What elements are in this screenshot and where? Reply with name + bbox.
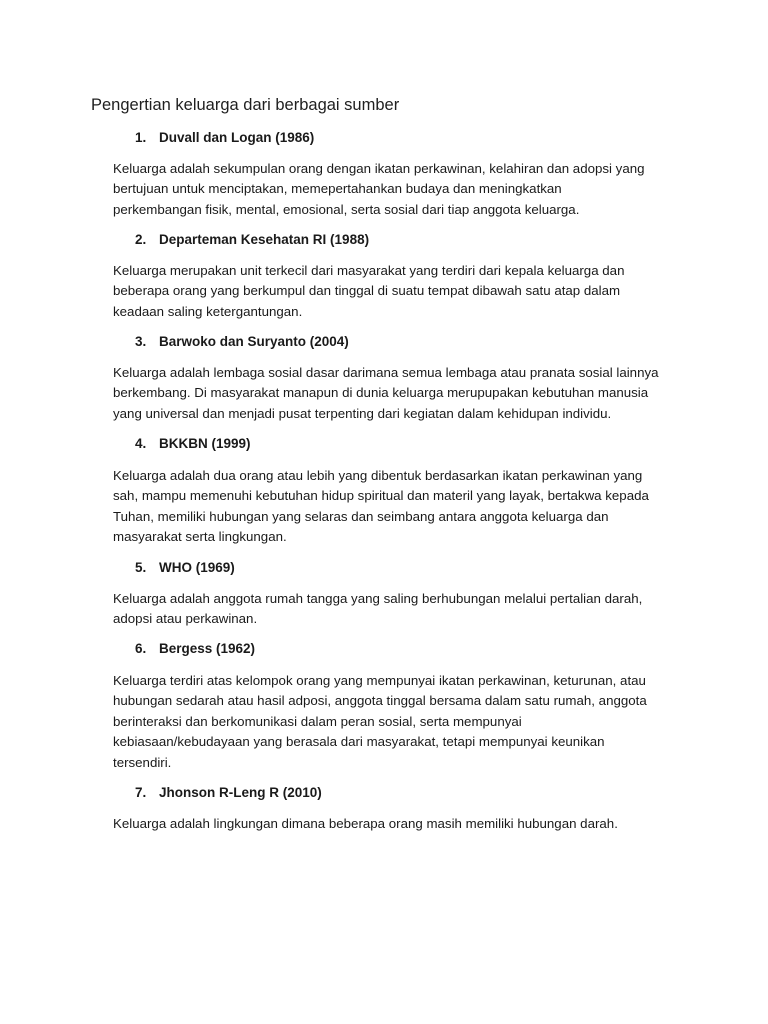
paragraph-line: hubungan sedarah atau hasil adposi, anggota tinggal bersama dalam satu rumah, anggota <box>113 693 647 709</box>
section-number: 6. <box>135 641 147 656</box>
paragraph-line: Keluarga adalah lembaga sosial dasar darimana semua lembaga atau pranata sosial lainnya <box>113 365 659 380</box>
section-heading-text: BKKBN (1999) <box>159 436 251 451</box>
section-paragraph <box>113 466 673 548</box>
paragraph-line: yang universal dan menjadi pusat terpenting dari kegiatan dalam kehidupan individu. <box>113 405 612 421</box>
section-heading-text: Duvall dan Logan (1986) <box>159 130 315 145</box>
section-paragraph <box>113 671 673 773</box>
paragraph-line: keadaan saling ketergantungan. <box>113 303 303 319</box>
paragraph-line: sah, mampu memenuhi kebutuhan hidup spiritual dan materil yang layak, bertakwa kepada <box>113 488 649 504</box>
section-paragraph <box>113 814 673 834</box>
section-paragraph <box>113 363 673 424</box>
section-heading <box>135 333 349 351</box>
section-heading <box>135 784 322 802</box>
section-heading <box>135 129 314 147</box>
section-number: 7. <box>135 785 147 800</box>
section-heading-text: Departeman Kesehatan RI (1988) <box>159 232 370 247</box>
paragraph-line: beberapa orang yang berkumpul dan tinggal di suatu tempat dibawah satu atap dalam <box>113 283 621 299</box>
paragraph-line: perkembangan fisik, mental, emosional, serta sosial dari tiap anggota keluarga. <box>113 201 580 217</box>
section-number: 5. <box>135 560 147 575</box>
section-heading-text: Barwoko dan Suryanto (2004) <box>159 334 349 349</box>
paragraph-line: Keluarga adalah sekumpulan orang dengan ikatan perkawinan, kelahiran dan adopsi yang <box>113 161 645 176</box>
section-heading <box>135 435 251 453</box>
paragraph-line: berinteraksi dan berkomunikasi dalam peran sosial, serta mempunyai <box>113 713 522 729</box>
paragraph-line: kebiasaan/kebudayaan yang berasala dari masyarakat, tetapi mempunyai keunikan <box>113 734 605 750</box>
paragraph-line: berkembang. Di masyarakat manapun di dunia keluarga merupupakan kebutuhan manusia <box>113 385 649 401</box>
section-heading-text: Jhonson R-Leng R (2010) <box>159 785 322 800</box>
section-number: 2. <box>135 232 147 247</box>
section-heading <box>135 559 235 577</box>
section-heading <box>135 640 255 658</box>
section-heading <box>135 231 369 249</box>
section-paragraph <box>113 589 673 630</box>
paragraph-line: tersendiri. <box>113 754 172 770</box>
paragraph-line: Keluarga merupakan unit terkecil dari masyarakat yang terdiri dari kepala keluarga dan <box>113 263 625 278</box>
document-title: Pengertian keluarga dari berbagai sumber <box>91 96 400 114</box>
paragraph-line: Keluarga terdiri atas kelompok orang yang mempunyai ikatan perkawinan, keturunan, atau <box>113 673 646 688</box>
section-heading-text: Bergess (1962) <box>159 641 256 656</box>
paragraph-line: Keluarga adalah anggota rumah tangga yang saling berhubungan melalui pertalian darah, <box>113 591 643 606</box>
paragraph-line: Keluarga adalah lingkungan dimana beberapa orang masih memiliki hubungan darah. <box>113 816 618 831</box>
paragraph-line: adopsi atau perkawinan. <box>113 611 258 627</box>
section-heading-text: WHO (1969) <box>159 560 235 575</box>
section-number: 1. <box>135 130 147 145</box>
section-number: 3. <box>135 334 147 349</box>
section-paragraph <box>113 159 673 220</box>
paragraph-line: Tuhan, memiliki hubungan yang selaras dan seimbang antara anggota keluarga dan <box>113 508 609 524</box>
paragraph-line: masyarakat serta lingkungan. <box>113 529 287 545</box>
paragraph-line: Keluarga adalah dua orang atau lebih yang dibentuk berdasarkan ikatan perkawinan yang <box>113 468 643 483</box>
paragraph-line: bertujuan untuk menciptakan, memepertahankan budaya dan meningkatkan <box>113 181 562 197</box>
section-paragraph <box>113 261 673 322</box>
section-number: 4. <box>135 436 147 451</box>
